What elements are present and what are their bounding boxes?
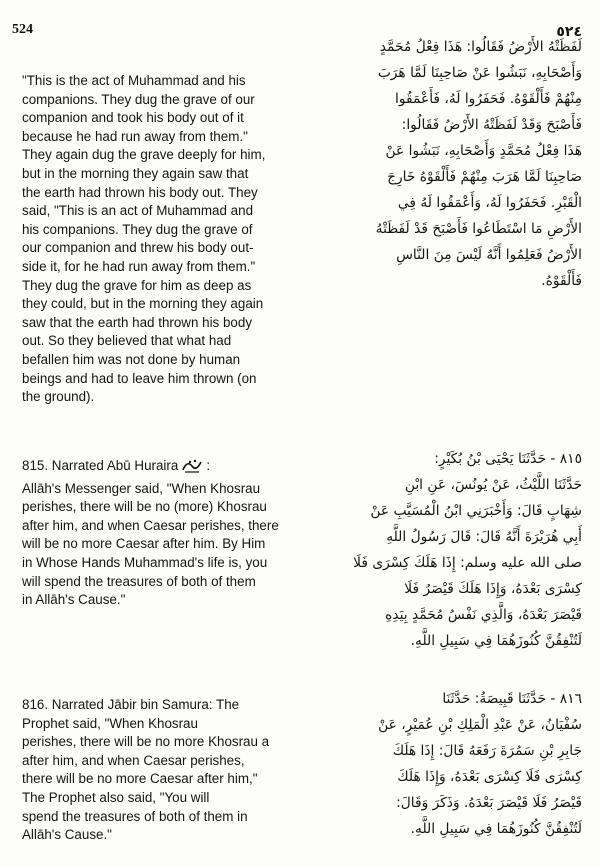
english-line: companion and took his body out of it: [22, 110, 244, 126]
arabic-line: كِسْرَى فَلَا كِسْرَى بَعْدَهُ، وَإِذَا هَلَكَ: [397, 769, 582, 785]
arabic-line: الْقَبْرِ. فَحَفَرُوا لَهُ، وَأَعْمَقُوا لَهُ فِي: [397, 195, 582, 211]
english-line: perishes, there will be no (more) Khosrau: [22, 499, 267, 515]
english-line: "This is the act of Muhammad and his: [22, 73, 246, 88]
english-line: said, "This is an act of Muhammad and: [22, 203, 254, 219]
arabic-passage-1: [300, 34, 582, 294]
english-line: companions. They dug the grave of our: [22, 91, 255, 107]
english-line: They dug the grave for him as deep as: [22, 277, 252, 293]
english-line: befallen him was not done by human: [22, 351, 241, 367]
english-line: side it, for he had run away from them.": [22, 258, 256, 274]
english-line: out. So they believed that what had: [22, 333, 232, 349]
english-line: after him, and when Caesar perishes, there: [22, 517, 279, 533]
english-line: perishes, there will be no more Khosrau a: [22, 734, 270, 750]
english-line: in Whose Hands Muhammad's life is, you: [22, 554, 268, 570]
english-line: in Allāh's Cause.": [22, 592, 126, 608]
arabic-line: صلى الله عليه وسلم: إِذَا هَلَكَ كِسْرَى فَلَا: [353, 555, 582, 571]
arabic-line: لَفَظَتْهُ الأَرْضُ فَقَالُوا: هَذَا فِعْلُ مُحَمَّدٍ: [379, 39, 582, 55]
english-line: but in the morning they again saw that: [22, 165, 249, 181]
arabic-line: حَدَّثَنَا اللَّيْثُ، عَنْ يُونُسَ، عَنِ ابْنِ: [404, 477, 582, 493]
english-line: will spend the treasures of both of them: [22, 573, 256, 589]
english-line: they could, but in the morning they again: [22, 296, 264, 312]
arabic-line: فَأَلْقَوْهُ.: [541, 273, 582, 289]
arabic-line: فَأَصْبَحَ وَقَدْ لَفَظَتْهُ الأَرْضُ فَقَالُوا:: [401, 117, 582, 133]
arabic-line: ٨١٦ - حَدَّثَنَا قَبِيصَةُ: حَدَّثَنَا: [442, 691, 582, 707]
arabic-line: هَذَا فِعْلُ مُحَمَّدٍ وَأَصْحَابِهِ، نَبَشُوا عَنْ: [385, 143, 582, 159]
arabic-line: وَأَصْحَابِهِ، نَبَشُوا عَنْ صَاحِبِنَا لَمَّا هَرَبَ: [377, 65, 582, 81]
english-passage-1: [22, 72, 294, 407]
pbuh-calligraphy-icon: [181, 458, 203, 480]
english-line: 816. Narrated Jābir bin Samura: The: [22, 697, 240, 712]
arabic-line: قَيْصَرَ بَعْدَهُ، وَالَّذِي نَفْسُ مُحَمَّدٍ بِيَدِهِ: [385, 607, 582, 623]
arabic-passage-816: [300, 686, 582, 842]
arabic-passage-815: [300, 446, 582, 654]
arabic-line: شِهَابٍ قَالَ: وَأَخْبَرَنِي ابْنُ الْمُسَيَّبِ عَنْ: [370, 503, 582, 519]
arabic-line: أَبِي هُرَيْرَةَ أَنَّهُ قَالَ: قَالَ رَسُولُ اللَّهِ: [386, 529, 582, 545]
english-line: the ground).: [22, 389, 95, 405]
english-line: because he had run away from them.": [22, 128, 248, 144]
arabic-line: الأَرْضُ فَعَلِمُوا أَنَّهُ لَيْسَ مِنَ النَّاسِ: [396, 247, 582, 263]
arabic-line: مِنْهُمْ فَأَلْقَوْهُ. فَحَفَرُوا لَهُ، فَأَعْمَقُوا: [395, 91, 582, 107]
english-line: after him, and when Caesar perishes,: [22, 752, 245, 768]
arabic-line: لَتُنْفِقُنَّ كُنُوزَهُمَا فِي سَبِيلِ اللَّهِ.: [410, 633, 582, 649]
page-number-english: 524: [12, 22, 33, 37]
arabic-line: كِسْرَى بَعْدَهُ، وَإِذَا هَلَكَ قَيْصَرُ فَلَا: [404, 581, 582, 597]
english-line: They again dug the grave deeply for him,: [22, 147, 266, 163]
english-line: 815. Narrated Abū Huraira :: [22, 457, 294, 480]
arabic-line: الأَرْضِ مَا اسْتَطَاعُوا فَأَصْبَحَ قَدْ لَفَظَتْهُ: [375, 221, 582, 237]
arabic-line: لَتُنْفِقُنَّ كُنُوزَهُمَا فِي سَبِيلِ اللَّهِ.: [410, 821, 582, 837]
arabic-line: قَيْصَرُ فَلَا قَيْصَرَ بَعْدَهُ. وَذَكَرَ وَقَالَ:: [396, 795, 582, 811]
english-line: spend the treasures of both of them in: [22, 808, 248, 824]
english-passage-816: [22, 696, 294, 845]
arabic-line: صَاحِبِنَا لَمَّا هَرَبَ مِنْهُمْ فَأَلْقَوْهُ خَارِجَ: [387, 169, 582, 185]
arabic-line: ٨١٥ - حَدَّثَنَا يَحْيَى بْنُ بُكَيْرٍ:: [434, 451, 582, 467]
english-line: will be no more Caesar after him. By Him: [22, 536, 266, 552]
english-line: Prophet said, "When Khosrau: [22, 715, 198, 731]
english-line: the earth had thrown his body out. They: [22, 184, 258, 200]
arabic-line: جَابِرِ بْنِ سَمُرَةَ رَفَعَهُ قَالَ: إِذَا هَلَكَ: [392, 743, 582, 759]
english-line: The Prophet also said, "You will: [22, 789, 210, 805]
english-line: there will be no more Caesar after him,": [22, 771, 258, 787]
arabic-line: سُفْيَانُ، عَنْ عَبْدِ الْمَلِكِ بْنِ عُمَيْرٍ، عَنْ: [378, 717, 582, 733]
english-line: his companions. They dug the grave of: [22, 221, 253, 237]
english-line: Allāh's Cause.": [22, 827, 112, 843]
english-passage-815: [22, 457, 294, 610]
english-line: beings and had to leave him thrown (on: [22, 370, 257, 386]
english-line: our companion and threw his body out-: [22, 240, 254, 256]
english-line: Allāh's Messenger said, "When Khosrau: [22, 480, 261, 496]
english-line: saw that the earth had thrown his body: [22, 314, 253, 330]
page-number-arabic: ٥٢٤: [556, 24, 582, 40]
